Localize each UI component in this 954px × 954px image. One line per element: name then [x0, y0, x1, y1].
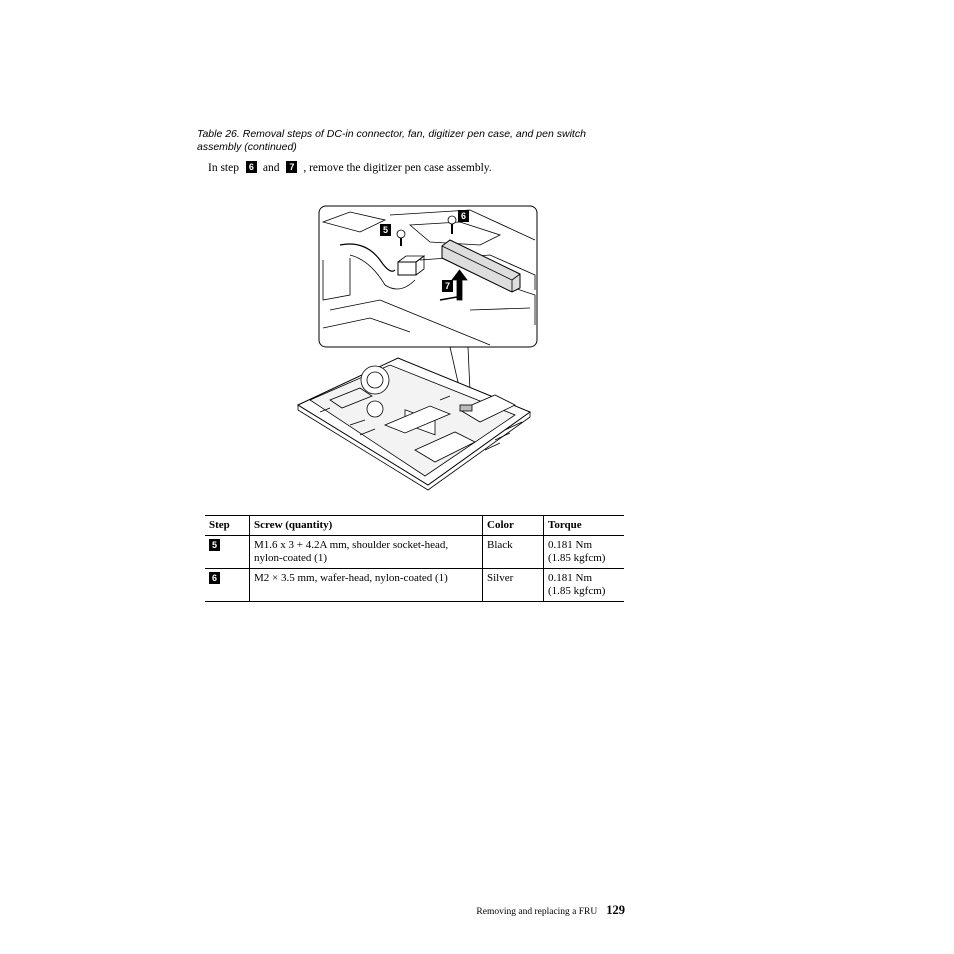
table-header-row — [205, 516, 624, 536]
table-row — [205, 569, 624, 602]
header-step: Step — [205, 516, 250, 536]
screw-table — [205, 515, 624, 602]
system-board-drawing — [298, 358, 530, 490]
instruction-prefix: In step — [208, 162, 239, 174]
step-badge: 6 — [209, 572, 220, 584]
instruction-middle: and — [262, 162, 280, 174]
svg-text:7: 7 — [444, 281, 451, 291]
row-step-cell — [205, 569, 250, 602]
svg-text:5: 5 — [382, 225, 389, 235]
removal-illustration — [290, 200, 550, 495]
footer-section-title: Removing and replacing a FRU — [476, 907, 598, 917]
illustration-svg — [290, 200, 550, 495]
row-color-cell: Silver — [483, 569, 544, 602]
torque-nm: 0.181 Nm — [548, 539, 592, 551]
page-footer — [463, 901, 625, 919]
callout-6 — [458, 210, 469, 222]
row-color-cell: Black — [483, 536, 544, 569]
callout-5 — [380, 224, 391, 236]
torque-kgfcm: (1.85 kgfcm) — [548, 552, 606, 564]
step-badge-7: 7 — [286, 161, 297, 173]
svg-text:6: 6 — [460, 211, 467, 221]
row-torque-cell — [544, 536, 625, 569]
row-screw-cell: M1.6 x 3 + 4.2A mm, shoulder socket-head, nylon-coated (1) — [250, 536, 483, 569]
torque-kgfcm: (1.85 kgfcm) — [548, 585, 606, 597]
instruction-suffix: , remove the digitizer pen case assembly. — [303, 162, 492, 174]
header-color: Color — [483, 516, 544, 536]
header-screw: Screw (quantity) — [250, 516, 483, 536]
instruction-text — [208, 161, 492, 176]
callout-7 — [442, 280, 453, 292]
table-row — [205, 536, 624, 569]
header-torque: Torque — [544, 516, 625, 536]
row-torque-cell — [544, 569, 625, 602]
row-screw-cell: M2 × 3.5 mm, wafer-head, nylon-coated (1) — [250, 569, 483, 602]
table-caption: Table 26. Removal steps of DC-in connector, fan, digitizer pen case, and pen switch assembly (continued) — [197, 128, 586, 153]
step-badge-6: 6 — [246, 161, 257, 173]
row-step-cell — [205, 536, 250, 569]
page-number: 129 — [606, 903, 625, 917]
step-badge: 5 — [209, 539, 220, 551]
torque-nm: 0.181 Nm — [548, 572, 592, 584]
